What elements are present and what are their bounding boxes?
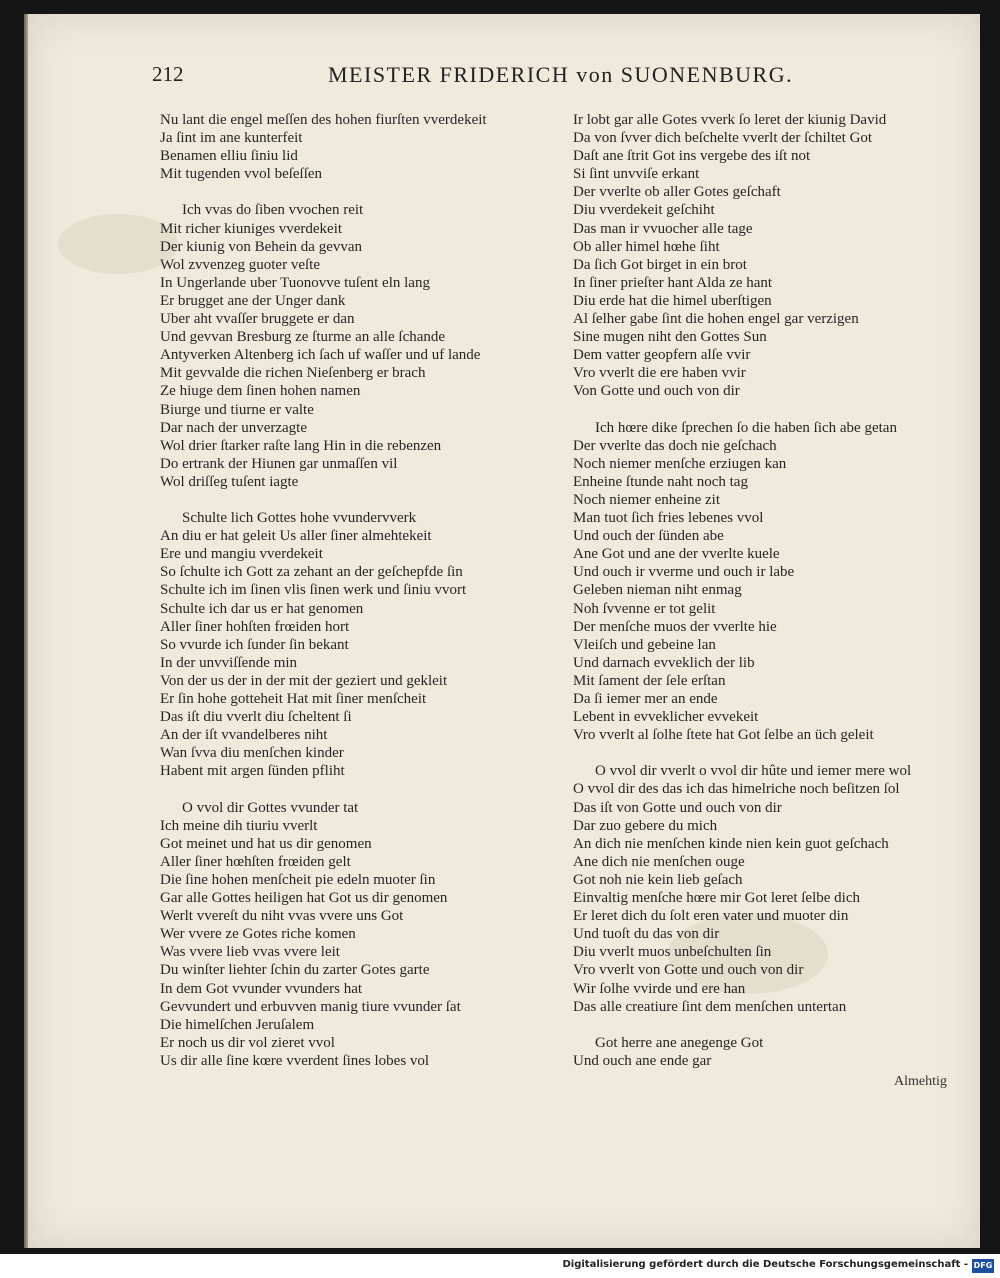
verse-line: In der unvviſſende min [160, 654, 298, 671]
verse-line: Got noh nie kein lieb geſach [573, 871, 743, 888]
verse-line: An dich nie menſchen kinde nien kein guot geſchach [573, 835, 889, 852]
running-header [120, 62, 980, 94]
verse-line: Wol zvvenzeg guoter veſte [160, 256, 320, 273]
digitization-footer [0, 1254, 1000, 1278]
verse-line: Die himelſchen Jeruſalem [160, 1016, 315, 1033]
verse-line: Die ſine hohen menſcheit pie edeln muoter ſin [160, 871, 436, 888]
verse-line: Dem vatter geopfern alſe vvir [573, 347, 751, 364]
verse-line: Er brugget ane der Unger dank [160, 292, 346, 309]
verse-line: Vro vverlt von Gotte und ouch von dir [573, 962, 804, 979]
verse-line: Uber aht vvaſſer bruggete er dan [160, 311, 355, 328]
verse-line: Dar zuo gebere du mich [573, 817, 718, 834]
catchword: Almehtig [894, 1074, 947, 1089]
verse-line: O vvol dir Gottes vvunder tat [182, 799, 359, 816]
verse-line: Us dir alle ſine kœre vverdent ſines lobes vol [160, 1052, 430, 1069]
verse-line: Von der us der in der mit der geziert und gekleit [160, 672, 448, 689]
verse-line: Man tuot ſich fries lebenes vvol [573, 510, 764, 527]
verse-line: Ja ſint im ane kunterfeit [160, 130, 303, 147]
running-title: MEISTER FRIDERICH von SUONENBURG. [328, 62, 794, 87]
verse-line: Er leret dich du ſolt eren vater und muoter din [573, 908, 849, 925]
dfg-logo: DFG [972, 1259, 994, 1273]
verse-line: Wer vvere ze Gotes riche komen [160, 926, 356, 943]
right-text-column [573, 111, 973, 1088]
verse-line: Ich hœre dike ſprechen ſo die haben ſich abe getan [595, 419, 897, 436]
verse-line: Und ouch der ſünden abe [573, 528, 724, 545]
verse-line: Das iſt diu vverlt diu ſcheltent ſi [160, 709, 352, 726]
verse-line: Werlt vvereſt du niht vvas vvere uns Got [160, 908, 404, 925]
verse-line: Mit richer kiuniges vverdekeit [160, 220, 343, 237]
verse-line: Ich vvas do ſiben vvochen reit [182, 202, 364, 219]
verse-line: Aller ſiner hohſten frœiden hort [160, 618, 350, 635]
verse-line: Got herre ane anegenge Got [595, 1034, 764, 1051]
verse-line: Diu erde hat die himel uberſtigen [573, 292, 772, 309]
verse-line: Wir ſolhe vvirde und ere han [573, 980, 746, 997]
verse-line: Ir lobt gar alle Gotes vverk ſo leret der kiunig David [573, 112, 887, 128]
verse-line: Und darnach evveklich der lib [573, 654, 755, 671]
verse-line: Sine mugen niht den Gottes Sun [573, 329, 767, 346]
left-text-column [160, 111, 570, 1088]
verse-line: Schulte lich Gottes hohe vvundervverk [182, 510, 417, 527]
verse-line: Noh ſvvenne er tot gelit [573, 600, 716, 617]
verse-line: Von Gotte und ouch von dir [573, 383, 740, 400]
stanza [160, 111, 570, 183]
verse-line: Ane dich nie menſchen ouge [573, 853, 745, 870]
verse-line: Noch niemer menſche erziugen kan [573, 455, 787, 472]
stanza [573, 419, 973, 745]
stanza [573, 1034, 973, 1070]
verse-line: In Ungerlande uber Tuonovve tuſent eln lang [160, 274, 430, 291]
stanza [160, 201, 570, 491]
verse-line: Al ſelher gabe ſint die hohen engel gar verzigen [573, 311, 859, 328]
verse-line: Diu vverlt muos unbeſchulten ſin [573, 944, 772, 961]
verse-line: Si ſint unvviſe erkant [573, 166, 700, 183]
verse-line: Antyverken Altenberg ich ſach uf waſſer und uf lande [160, 347, 481, 364]
page-number: 212 [152, 62, 184, 86]
stanza [573, 111, 973, 401]
verse-line: Was vvere lieb vvas vvere leit [160, 944, 340, 961]
verse-line: Ane Got und ane der vverlte kuele [573, 546, 780, 563]
verse-line: Er ſin hohe gotteheit Hat mit ſiner menſcheit [160, 691, 427, 707]
verse-line: Gar alle Gottes heiligen hat Got us dir genomen [160, 890, 448, 907]
verse-line: In dem Got vvunder vvunders hat [160, 980, 363, 997]
verse-line: Der menſche muos der vverlte hie [573, 618, 777, 635]
verse-line: Der vverlte ob aller Gotes geſchaft [573, 184, 781, 201]
verse-line: In ſiner prieſter hant Alda ze hant [573, 274, 773, 291]
verse-line: Mit ſament der ſele erſtan [573, 672, 726, 689]
verse-line: Biurge und tiurne er valte [160, 401, 314, 418]
verse-line: Da ſich Got birget in ein brot [573, 256, 747, 273]
verse-line: Das iſt von Gotte und ouch von dir [573, 799, 782, 816]
verse-line: Enheine ſtunde naht noch tag [573, 473, 748, 490]
verse-line: Noch niemer enheine zit [573, 491, 721, 508]
verse-line: Got meinet und hat us dir genomen [160, 835, 372, 852]
verse-line: So ſchulte ich Gott za zehant an der geſchepfde ſin [160, 564, 463, 581]
verse-line: Und gevvan Bresburg ze ſturme an alle ſchande [160, 329, 446, 346]
verse-line: Und tuoſt du das von dir [573, 926, 720, 943]
verse-line: Lebent in evveklicher evvekeit [573, 709, 759, 726]
verse-line: Da ſi iemer mer an ende [573, 691, 718, 707]
verse-line: Gevvundert und erbuvven manig tiure vvunder ſat [160, 998, 461, 1015]
verse-line: Da von ſvver dich beſchelte vverlt der ſchiltet Got [573, 130, 873, 147]
verse-line: Schulte ich dar us er hat genomen [160, 600, 364, 617]
verse-line: Benamen elliu ſiniu lid [160, 148, 298, 165]
verse-line: Wol drier ſtarker raſte lang Hin in die rebenzen [160, 437, 442, 454]
verse-line: Du winſter liehter ſchin du zarter Gotes garte [160, 962, 430, 979]
verse-line: O vvol dir des das ich das himelriche noch beſitzen ſol [573, 781, 900, 798]
verse-line: Der vverlte das doch nie geſchach [573, 437, 777, 454]
verse-line: Der kiunig von Behein da gevvan [160, 238, 363, 255]
verse-line: Und ouch ir vverme und ouch ir labe [573, 564, 795, 581]
verse-line: Schulte ich im ſinen vlis ſinen werk und ſiniu vvort [160, 582, 467, 599]
verse-line: Aller ſiner hœhſten frœiden gelt [160, 853, 351, 870]
verse-line: Wol driſſeg tuſent iagte [160, 473, 299, 490]
verse-line: Daſt ane ſtrit Got ins vergebe des iſt not [573, 148, 811, 165]
stanza [573, 762, 973, 1015]
verse-line: Ich meine dih tiuriu vverlt [160, 817, 318, 834]
verse-line: Ere und mangiu vverdekeit [160, 546, 323, 563]
verse-line: An der iſt vvandelberes niht [160, 727, 328, 744]
verse-line: Mit tugenden vvol beſeſſen [160, 166, 323, 183]
stanza [160, 509, 570, 780]
verse-line: Und ouch ane ende gar [573, 1052, 712, 1069]
verse-line: An diu er hat geleit Us aller ſiner almehtekeit [160, 528, 432, 545]
verse-line: Geleben nieman niht enmag [573, 582, 742, 599]
verse-line: Nu lant die engel meſſen des hohen fiurſten vverdekeit [160, 112, 487, 128]
verse-line: Mit gevvalde die richen Nieſenberg er brach [160, 365, 426, 382]
verse-line: Er noch us dir vol zieret vvol [160, 1034, 335, 1051]
stanza [160, 799, 570, 1070]
verse-line: Das man ir vvuocher alle tage [573, 220, 753, 237]
verse-line: Ob aller himel hœhe ſiht [573, 238, 720, 255]
verse-line: Vleiſch und gebeine lan [573, 636, 716, 653]
verse-line: So vvurde ich ſunder ſin bekant [160, 636, 349, 653]
verse-line: Das alle creatiure ſint dem menſchen untertan [573, 998, 847, 1015]
funding-credit: Digitalisierung gefördert durch die Deutsche Forschungsgemeinschaft - [562, 1259, 968, 1270]
verse-line: Dar nach der unverzagte [160, 419, 307, 436]
verse-line: Einvaltig menſche hœre mir Got leret ſelbe dich [573, 890, 860, 907]
verse-line: Vro vverlt al ſolhe ſtete hat Got ſelbe an üch geleit [573, 727, 874, 744]
verse-line: Do ertrank der Hiunen gar unmaſſen vil [160, 455, 398, 472]
verse-line: Vro vverlt die ere haben vvir [573, 365, 746, 382]
verse-line: Wan ſvva diu menſchen kinder [160, 745, 344, 762]
verse-line: Habent mit argen ſünden pfliht [160, 763, 345, 780]
verse-line: Ze hiuge dem ſinen hohen namen [160, 383, 361, 400]
verse-line: Diu vverdekeit geſchiht [573, 202, 715, 219]
verse-line: O vvol dir vverlt o vvol dir hûte und iemer mere wol [595, 763, 912, 780]
